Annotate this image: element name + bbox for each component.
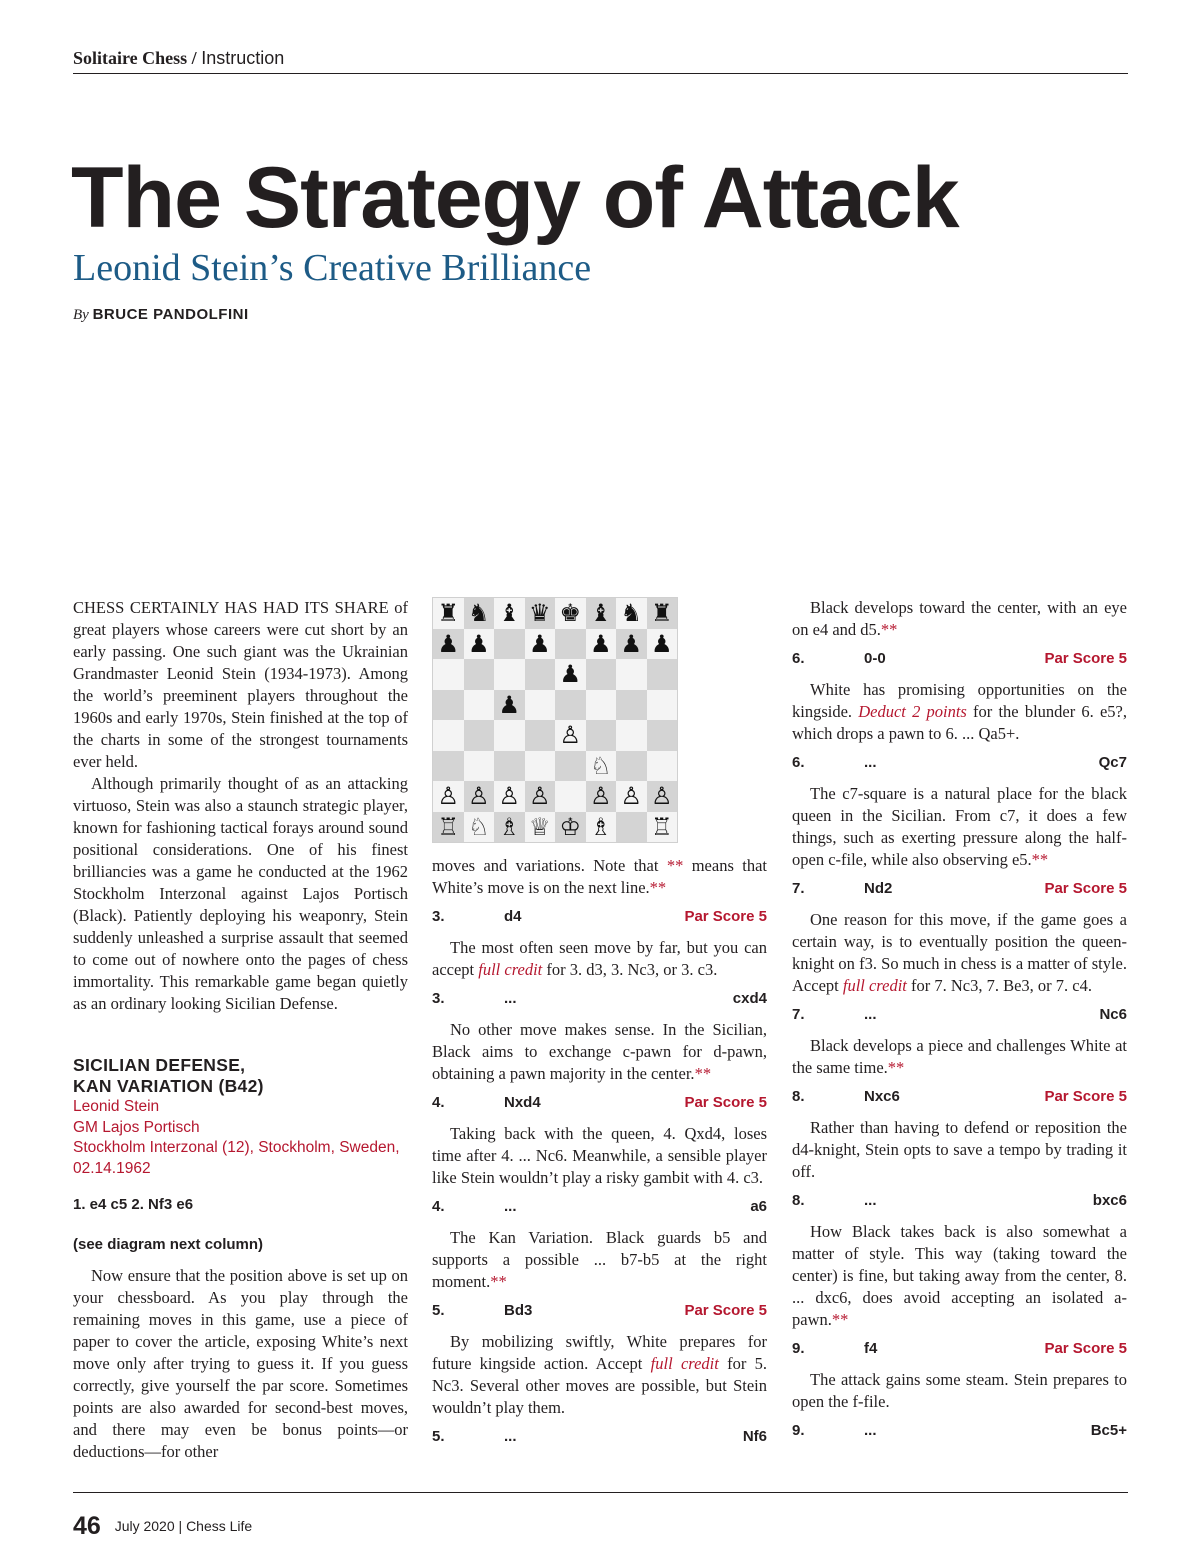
board-square [586, 720, 617, 751]
board-square [433, 751, 464, 782]
move-note: Taking back with the queen, 4. Qxd4, loses time after 4. ... Nc6. Meanwhile, a sensible player like Stein wouldn’t play a risky gambit with 4. c3. [432, 1124, 767, 1187]
move-note: Rather than having to defend or reposition the d4-knight, Stein opts to save a tempo by trading it off. [792, 1118, 1127, 1181]
board-square: ♟ [525, 629, 556, 660]
section-name: Solitaire Chess [73, 48, 188, 68]
board-square [433, 690, 464, 721]
board-square: ♘ [586, 751, 617, 782]
board-square [555, 629, 586, 660]
board-square [647, 751, 678, 782]
board-square: ♟ [494, 690, 525, 721]
board-square [494, 751, 525, 782]
intro-paragraph: Although primarily thought of as an attacking virtuoso, Stein was also a staunch strategic player, known for fashioning tactical forays around sound positional considerations. One of his finest brilliancies was a game he conducted at the 1962 Stockholm Interzonal against Lajos Portisch (Black). Patiently deploying his weaponry, Stein suddenly unleashed a surprise assault that seemed to come out of nowhere onto the pages of chess immortality. This remarkable game began quietly as an ordinary looking Sicilian Defense. [73, 774, 408, 1013]
move-note: No other move makes sense. In the Sicilian, Black aims to exchange c-pawn for d-pawn, obtaining a pawn majority in the center.** [432, 1020, 767, 1083]
move-row: 6. ... Qc7 [792, 754, 1127, 771]
board-square: ♖ [433, 812, 464, 843]
board-square [494, 720, 525, 751]
board-square [464, 659, 495, 690]
board-square [616, 690, 647, 721]
move-row: 3. d4 Par Score 5 [432, 908, 767, 925]
author-name: BRUCE PANDOLFINI [92, 306, 249, 323]
page-footer [73, 1512, 252, 1540]
board-square [647, 720, 678, 751]
footer-separator: | [178, 1518, 183, 1534]
move-note: Black develops toward the center, with an eye on e4 and d5.** [792, 598, 1127, 639]
move-row: 4. ... a6 [432, 1198, 767, 1215]
event-info: Stockholm Interzonal (12), Stockholm, Sweden, 02.14.1962 [73, 1139, 400, 1177]
board-square [433, 659, 464, 690]
board-square [555, 751, 586, 782]
board-square [464, 751, 495, 782]
intro-paragraph: CHESS CERTAINLY HAS HAD ITS SHARE of great players whose careers were cut short by an early passing. One such giant was the Ukrainian Grandmaster Leonid Stein (1934-1973). Among the world’s preeminent players throughout the 1960s and early 1970s, Stein finished at the top of the charts in some of the strongest tournaments ever held. [73, 598, 408, 771]
section-category: Instruction [201, 48, 285, 68]
board-square: ♟ [647, 629, 678, 660]
board-square: ♝ [586, 598, 617, 629]
move-row: 7. Nd2 Par Score 5 [792, 880, 1127, 897]
move-row: 9. ... Bc5+ [792, 1422, 1127, 1439]
magazine-name: Chess Life [186, 1518, 253, 1534]
board-square: ♟ [586, 629, 617, 660]
board-square: ♞ [616, 598, 647, 629]
board-square: ♚ [555, 598, 586, 629]
byline [73, 305, 249, 325]
board-square [616, 751, 647, 782]
move-row: 5. ... Nf6 [432, 1428, 767, 1445]
board-square: ♙ [586, 781, 617, 812]
opening-name: SICILIAN DEFENSE, [73, 1055, 246, 1075]
board-square: ♙ [555, 720, 586, 751]
move-row: 3. ... cxd4 [432, 990, 767, 1007]
board-square [647, 659, 678, 690]
article-subtitle: Leonid Stein’s Creative Brilliance [73, 247, 592, 289]
board-square [464, 720, 495, 751]
board-square: ♔ [555, 812, 586, 843]
board-square [586, 690, 617, 721]
board-square: ♛ [525, 598, 556, 629]
opening-moves: 1. e4 c5 2. Nf3 e6 [73, 1196, 194, 1213]
opening-variation: KAN VARIATION (B42) [73, 1076, 264, 1096]
article-title: The Strategy of Attack [71, 150, 959, 246]
header-separator: / [191, 48, 197, 68]
board-square [525, 751, 556, 782]
board-square: ♙ [433, 781, 464, 812]
byline-prefix: By [73, 307, 89, 323]
footer-rule [73, 1492, 1128, 1493]
page-header [73, 47, 1128, 74]
board-square [494, 659, 525, 690]
move-note: Black develops a piece and challenges White at the same time.** [792, 1036, 1127, 1077]
board-square: ♝ [494, 598, 525, 629]
page-number: 46 [73, 1512, 101, 1540]
board-square: ♟ [433, 629, 464, 660]
board-square [616, 659, 647, 690]
board-square: ♟ [616, 629, 647, 660]
board-square: ♙ [525, 781, 556, 812]
board-square: ♜ [647, 598, 678, 629]
board-square [525, 659, 556, 690]
move-row: 5. Bd3 Par Score 5 [432, 1302, 767, 1319]
move-note: By mobilizing swiftly, White prepares for future kingside action. Accept full credit for 5. Nc3. Several other moves are possible, but Stein wouldn’t play them. [432, 1332, 767, 1417]
move-row: 7. ... Nc6 [792, 1006, 1127, 1023]
issue-date: July 2020 [114, 1518, 175, 1534]
instructions-paragraph: Now ensure that the position above is set up on your chessboard. As you play through the remaining moves in this game, use a piece of paper to cover the article, exposing White’s next move only after trying to guess it. If you guess correctly, give yourself the par score. Sometimes points are also awarded for second-best moves, and there may even be bonus points—or deductions—for other [73, 1266, 408, 1461]
board-square [525, 720, 556, 751]
board-square [616, 812, 647, 843]
move-note: One reason for this move, if the game goes a certain way, is to eventually position the queen-knight on f3. So much in chess is a matter of style. Accept full credit for 7. Nc3, 7. Be3, or 7. c4. [792, 910, 1127, 995]
board-square [525, 690, 556, 721]
board-square [494, 629, 525, 660]
board-square [616, 720, 647, 751]
board-square [555, 781, 586, 812]
move-note: How Black takes back is also somewhat a matter of style. This way (taking toward the center) is fine, but taking away from the center, 8. ... dxc6, does avoid accepting an isolated a-pawn.** [792, 1222, 1127, 1329]
chess-diagram [432, 597, 678, 843]
board-square [555, 690, 586, 721]
move-row: 8. ... bxc6 [792, 1192, 1127, 1209]
board-square: ♖ [647, 812, 678, 843]
board-square: ♕ [525, 812, 556, 843]
game-heading [73, 1055, 408, 1097]
column-2 [432, 597, 767, 1457]
move-row: 6. 0-0 Par Score 5 [792, 650, 1127, 667]
board-square: ♙ [464, 781, 495, 812]
board-square: ♟ [464, 629, 495, 660]
move-note: White has promising opportunities on the kingside. Deduct 2 points for the blunder 6. e5?, which drops a pawn to 6. ... Qa5+. [792, 680, 1127, 743]
diagram-note: (see diagram next column) [73, 1236, 264, 1253]
black-player: GM Lajos Portisch [73, 1118, 200, 1136]
move-note: The Kan Variation. Black guards b5 and supports a possible ... b7-b5 at the right moment.** [432, 1228, 767, 1291]
move-row: 9. f4 Par Score 5 [792, 1340, 1127, 1357]
move-row: 8. Nxc6 Par Score 5 [792, 1088, 1127, 1105]
board-square: ♙ [647, 781, 678, 812]
board-square: ♘ [464, 812, 495, 843]
board-square: ♜ [433, 598, 464, 629]
move-note: The most often seen move by far, but you can accept full credit for 3. d3, 3. Nc3, or 3. c3. [432, 938, 767, 979]
white-player: Leonid Stein [73, 1098, 160, 1115]
instructions-continued: moves and variations. Note that ** means that White’s move is on the next line.** [432, 856, 767, 897]
board-square [464, 690, 495, 721]
board-square: ♗ [586, 812, 617, 843]
board-square [586, 659, 617, 690]
board-square: ♗ [494, 812, 525, 843]
board-square: ♙ [616, 781, 647, 812]
column-1 [73, 597, 408, 1463]
board-square [647, 690, 678, 721]
board-square [433, 720, 464, 751]
move-note: The c7-square is a natural place for the black queen in the Sicilian. From c7, it does a few things, such as exerting pressure along the half-open c-file, while also observing e5.** [792, 784, 1127, 869]
move-row: 4. Nxd4 Par Score 5 [432, 1094, 767, 1111]
board-square: ♞ [464, 598, 495, 629]
board-square: ♟ [555, 659, 586, 690]
board-square: ♙ [494, 781, 525, 812]
move-note: The attack gains some steam. Stein prepares to open the f-file. [792, 1370, 1127, 1411]
column-3 [792, 597, 1127, 1451]
